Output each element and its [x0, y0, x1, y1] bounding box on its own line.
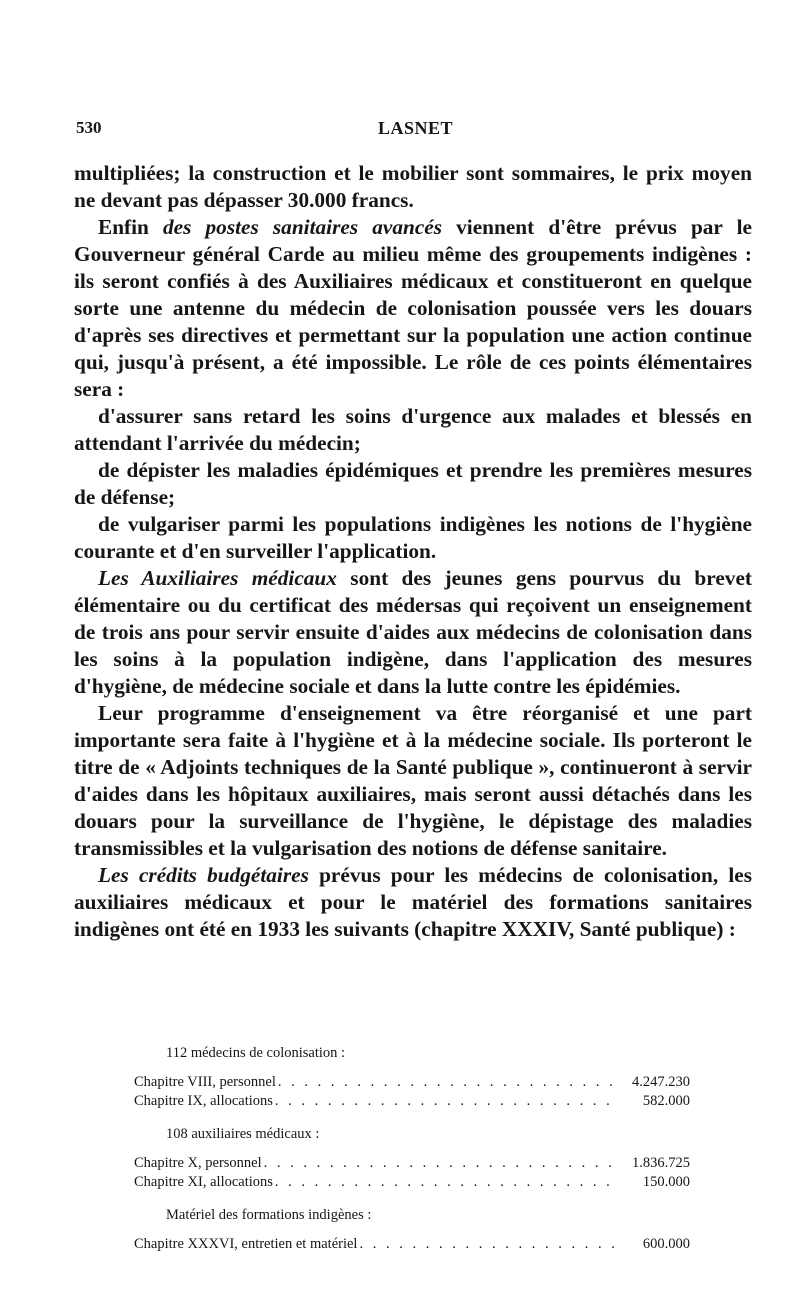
text-run: de vulgariser parmi les populations indigènes les notions de l'hygiène courante et d'en surveiller l'application. [74, 512, 752, 563]
budget-row-amount: 600.000 [642, 1236, 690, 1252]
paragraph [74, 160, 752, 214]
dot-leader [262, 1154, 614, 1173]
paragraph [74, 214, 752, 403]
budget-section [134, 1206, 690, 1254]
budget-section-heading: 112 médecins de colonisation : [166, 1045, 346, 1061]
budget-row-amount: 582.000 [642, 1093, 690, 1109]
budget-row [134, 1073, 690, 1092]
page-header [76, 118, 760, 144]
text-run: d'assurer sans retard les soins d'urgence aux malades et blessés en attendant l'arrivée du médecin; [74, 404, 752, 455]
italic-phrase: Les crédits budgétaires [98, 863, 309, 887]
budget-row [134, 1154, 690, 1173]
paragraph [74, 511, 752, 565]
budget-table [134, 1044, 690, 1268]
paragraph [74, 565, 752, 700]
text-run: viennent d'être prévus par le Gouverneur général Carde au milieu même des groupements indigènes : ils seront confiés à des Auxiliaires médicaux et constitueront en quelque sorte une antenne du médecin de colonisation poussée vers les douars d'après ses directives et permettant sur la population une action continue qui, jusqu'à présent, a été impossible. Le rôle de ces points élémentaires sera : [74, 215, 752, 401]
budget-row-amount: 1.836.725 [632, 1155, 690, 1171]
text-run: prévus pour les médecins de colonisation, les auxiliaires médicaux et pour le matériel des formations sanitaires indigènes ont été en 1933 les suivants (chapitre XXXIV, Santé publique) : [74, 863, 752, 941]
italic-phrase: Les Auxiliaires médicaux [98, 566, 337, 590]
text-run: multipliées; la construction et le mobilier sont sommaires, le prix moyen ne devant pas dépasser 30.000 francs. [74, 161, 752, 212]
budget-row-amount: 4.247.230 [632, 1074, 690, 1090]
text-run: Enfin [98, 215, 164, 239]
budget-row-label: Chapitre XXXVI, entretien et matériel [134, 1236, 358, 1252]
body-text [74, 160, 752, 943]
budget-section-heading: 108 auxiliaires médicaux : [166, 1126, 320, 1142]
budget-row-label: Chapitre X, personnel [134, 1155, 262, 1171]
text-run: sont des jeunes gens pourvus du brevet élémentaire ou du certificat des médersas qui reçoivent un enseignement de trois ans pour servir ensuite d'aides aux médecins de colonisation dans les soins à la population indigène, dans l'application des mesures d'hygiène, de médecine sociale et dans la lutte contre les épidémies. [74, 566, 752, 698]
budget-row-amount: 150.000 [642, 1174, 690, 1190]
dot-leader [273, 1092, 614, 1111]
budget-row-label: Chapitre XI, allocations [134, 1174, 273, 1190]
budget-section [134, 1125, 690, 1192]
paragraph [74, 403, 752, 457]
text-run: de dépister les maladies épidémiques et prendre les premières mesures de défense; [74, 458, 752, 509]
dot-leader [273, 1173, 614, 1192]
running-title: LASNET [378, 118, 454, 138]
budget-section [134, 1044, 690, 1111]
budget-row [134, 1235, 690, 1254]
paragraph [74, 862, 752, 943]
text-run: Leur programme d'enseignement va être réorganisé et une part importante sera faite à l'hygiène et à la médecine sociale. Ils porteront le titre de « Adjoints techniques de la Santé publique », continueront à servir d'aides dans les hôpitaux auxiliaires, mais seront aussi détachés dans les douars pour la surveillance de l'hygiène, le dépistage des maladies transmissibles et la vulgarisation des notions de défense sanitaire. [74, 701, 752, 860]
italic-phrase: des postes sanitaires avancés [163, 215, 443, 239]
budget-row-label: Chapitre VIII, personnel [134, 1074, 276, 1090]
budget-row [134, 1173, 690, 1192]
page-number: 530 [76, 118, 102, 137]
dot-leader [357, 1235, 614, 1254]
dot-leader [276, 1073, 614, 1092]
budget-row-label: Chapitre IX, allocations [134, 1093, 273, 1109]
budget-section-heading: Matériel des formations indigènes : [166, 1207, 372, 1223]
paragraph [74, 457, 752, 511]
budget-row [134, 1092, 690, 1111]
paragraph [74, 700, 752, 862]
